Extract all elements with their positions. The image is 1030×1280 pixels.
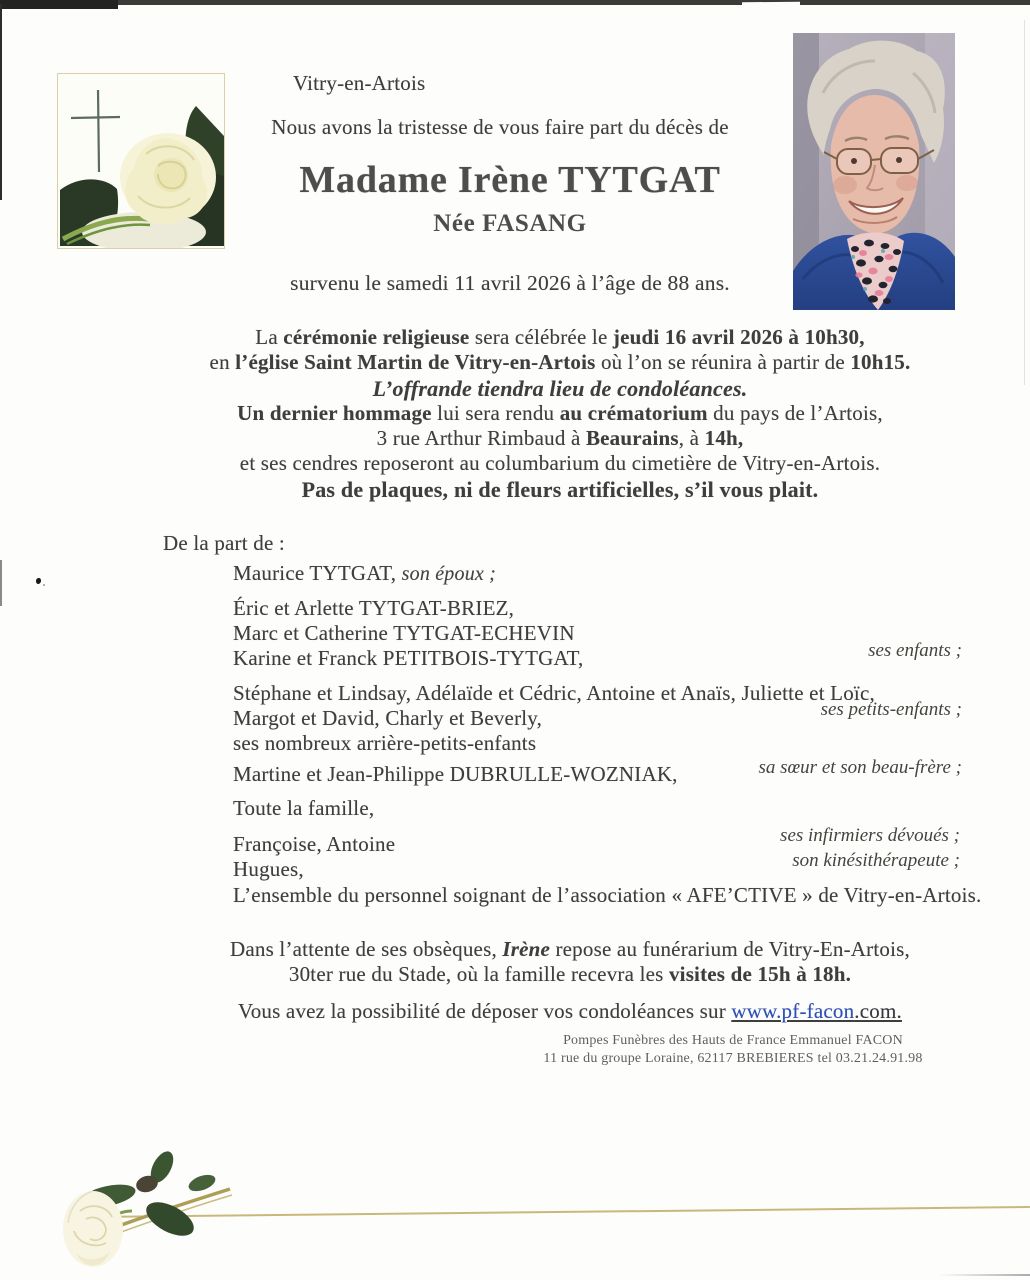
ceremony-block: [200, 325, 920, 502]
ink-speck: [36, 578, 41, 584]
ceremony-line-4: [200, 401, 920, 426]
repose-line-2: [210, 962, 930, 987]
deceased-first-name: Irène: [502, 937, 551, 961]
family-staff-line: L’ensemble du personnel soignant de l’association « AFE’CTIVE » de Vitry-en-Artois.: [233, 883, 982, 907]
text-segment: Vous avez la possibilité de déposer vos condoléances sur: [238, 999, 732, 1023]
text-segment: sera célébrée le: [469, 325, 613, 349]
deceased-name: Madame Irène TYTGAT: [299, 159, 721, 201]
family-nurses-line: Françoise, Antoine: [233, 832, 396, 856]
intro-line: Nous avons la tristesse de vous faire part du décès de: [271, 115, 729, 139]
no-plaques-line: Pas de plaques, ni de fleurs artificielles, s’il vous plait.: [301, 476, 819, 502]
funeral-home-name: Pompes Funèbres des Hauts de France Emmanuel FACON: [563, 1033, 903, 1048]
family-grandchild-line: Stéphane et Lindsay, Adélaïde et Cédric, Antoine et Anaïs, Juliette et Loïc,: [233, 681, 875, 705]
text-segment: , à: [678, 426, 705, 451]
text-segment: 30ter rue du Stade, où la famille recevra les: [288, 962, 669, 987]
spouse-name: Maurice TYTGAT,: [233, 561, 402, 585]
text-segment-bold: 10h15.: [850, 350, 911, 375]
death-date-line: survenu le samedi 11 avril 2026 à l’âge de 88 ans.: [290, 271, 730, 295]
text-segment: Dans l’attente de ses obsèques,: [230, 937, 503, 961]
family-heading: De la part de :: [163, 531, 285, 555]
family-child-line: Karine et Franck PETITBOIS-TYTGAT,: [233, 646, 584, 671]
text-segment-bold: Beaurains: [585, 426, 679, 451]
scan-line-bottom-right: [938, 1274, 1030, 1276]
family-grandchildren-group: [233, 681, 875, 757]
repose-block: [210, 937, 930, 988]
bottom-rose-image: [50, 1145, 245, 1277]
family-spouse-line: [233, 561, 496, 587]
text-segment-bold: 14h,: [704, 426, 744, 451]
physio-relation: son kinésithérapeute ;: [792, 850, 960, 871]
scan-line-right: [1024, 20, 1025, 385]
text-segment: du pays de l’Artois,: [707, 400, 883, 425]
children-relation: ses enfants ;: [868, 640, 962, 661]
text-segment: La: [255, 325, 284, 349]
offering-line: L’offrande tiendra lieu de condoléances.: [372, 375, 748, 401]
text-segment-bold: jeudi 16 avril 2026 à 10h30,: [612, 325, 865, 349]
repose-line-1: [210, 937, 930, 962]
text-segment: 3 rue Arthur Rimbaud à: [376, 426, 586, 451]
ceremony-line-1: [200, 325, 920, 350]
family-child-line: Éric et Arlette TYTGAT-BRIEZ,: [233, 596, 515, 620]
grandchildren-relation: ses petits-enfants ;: [820, 699, 962, 720]
funeral-home-address: 11 rue du groupe Loraine, 62117 BREBIERES tel 03.21.24.91.98: [543, 1051, 923, 1066]
link-text-suffix[interactable]: .com.: [854, 999, 902, 1023]
text-segment-bold: Un dernier hommage: [237, 400, 432, 425]
family-grandchild-line: ses nombreux arrière-petits-enfants: [233, 731, 537, 756]
scan-edge-top-left: [0, 0, 118, 9]
text-segment: lui sera rendu: [431, 400, 560, 425]
family-child-line: Marc et Catherine TYTGAT-ECHEVIN: [233, 621, 575, 646]
rose-illustration: [50, 1145, 245, 1277]
ceremony-line-5: [200, 426, 920, 451]
ink-speck-small: [43, 584, 45, 586]
scan-edge-top: [0, 0, 1030, 5]
scan-edge-left-faint: [0, 560, 2, 606]
text-segment: où l’on se réunira à partir de: [595, 350, 851, 375]
ceremony-line-2: [200, 350, 920, 375]
city-line: Vitry-en-Artois: [293, 71, 426, 95]
spouse-relation: son époux ;: [401, 563, 497, 585]
ceremony-line-6: et ses cendres reposeront au columbarium du cimetière de Vitry-en-Artois.: [239, 451, 881, 476]
sister-relation: sa sœur et son beau-frère ;: [758, 757, 962, 778]
text-segment-bold: l’église Saint Martin de Vitry-en-Artois: [235, 350, 596, 375]
scan-edge-left: [0, 4, 2, 200]
nurses-relation: ses infirmiers dévoués ;: [780, 825, 960, 846]
family-sister-line: Martine et Jean-Philippe DUBRULLE-WOZNIAK,: [233, 762, 678, 786]
scan-edge-gap: [742, 2, 800, 6]
funeral-home-block: [480, 1032, 986, 1068]
visits-hours-bold: visites de 15h à 18h.: [668, 962, 852, 987]
family-physio-line: Hugues,: [233, 857, 304, 881]
family-children-group: [233, 596, 584, 672]
condolence-link[interactable]: [731, 999, 902, 1023]
family-grandchild-line: Margot et David, Charly et Beverly,: [233, 706, 543, 731]
link-text-blue[interactable]: www.pf-facon: [731, 999, 855, 1023]
condolence-line: [210, 999, 930, 1024]
text-segment-bold: au crématorium: [559, 400, 708, 425]
family-whole-line: Toute la famille,: [233, 796, 375, 820]
maiden-name: Née FASANG: [433, 210, 587, 237]
text-segment: repose au funérarium de Vitry-En-Artois,: [550, 937, 910, 961]
text-segment-bold: cérémonie religieuse: [283, 325, 470, 349]
text-segment: en: [209, 350, 236, 375]
